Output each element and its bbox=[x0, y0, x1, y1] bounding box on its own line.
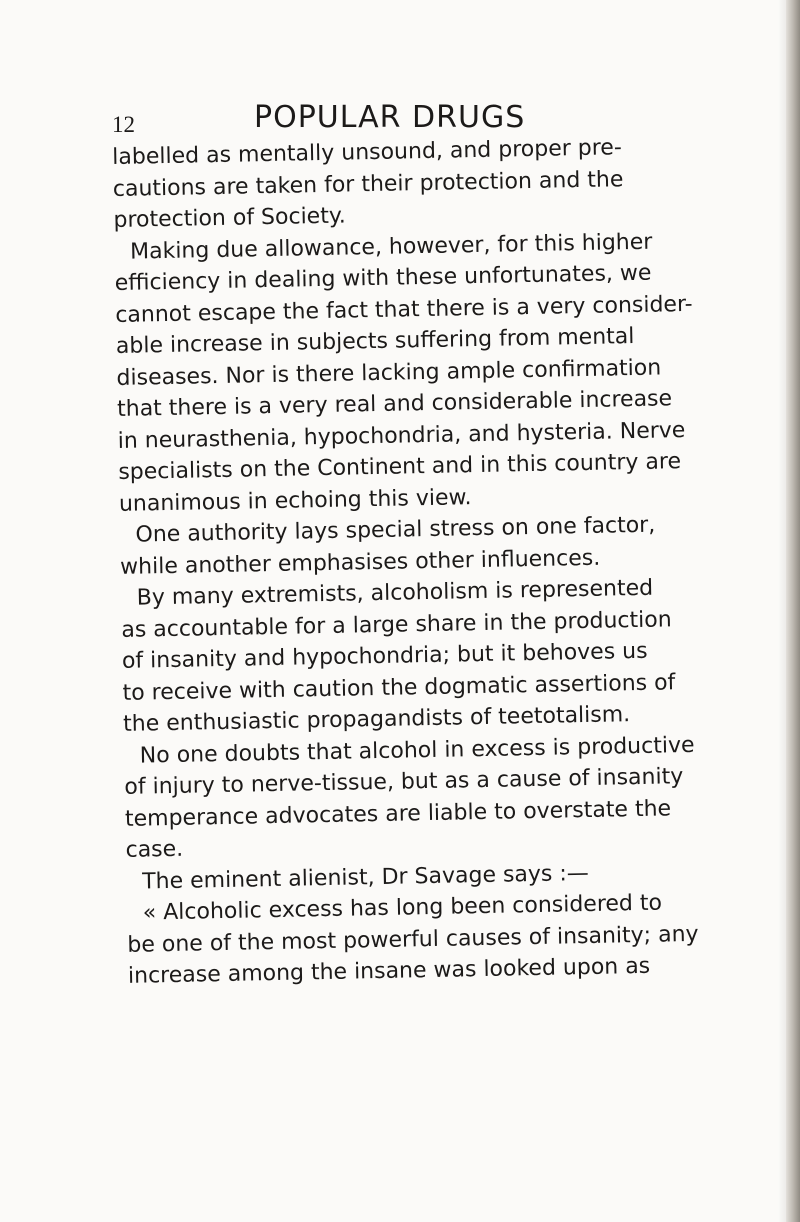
text-line: case. bbox=[125, 836, 184, 863]
text-line: efficiency in dealing with these unfortunates, we bbox=[114, 260, 652, 296]
text-line: specialists on the Continent and in this country are bbox=[118, 449, 682, 485]
text-line: No one doubts that alcohol in excess is productive bbox=[139, 732, 695, 769]
text-line: By many extremists, alcoholism is represented bbox=[136, 575, 654, 611]
page-number: 12 bbox=[112, 112, 135, 137]
text-line: Making due allowance, however, for this higher bbox=[129, 229, 653, 265]
text-line: protection of Society. bbox=[113, 203, 346, 233]
text-line: that there is a very real and considerable increase bbox=[116, 386, 673, 422]
text-line: in neurasthenia, hypochondria, and hysteria. Nerve bbox=[117, 417, 686, 454]
text-line: able increase in subjects suffering from mental bbox=[115, 324, 635, 359]
text-line: cannot escape the fact that there is a very consider- bbox=[115, 291, 693, 328]
text-line: The eminent alienist, Dr Savage says :— bbox=[141, 860, 590, 895]
text-line: of insanity and hypochondria; but it behoves us bbox=[121, 638, 648, 674]
text-line: while another emphasises other influences. bbox=[119, 545, 601, 580]
text-line: temperance advocates are liable to overstate the bbox=[124, 795, 672, 832]
text-line: unanimous in echoing this view. bbox=[118, 484, 472, 517]
text-line: be one of the most powerful causes of insanity; any bbox=[127, 921, 699, 958]
text-line: « Alcoholic excess has long been considered to bbox=[142, 890, 663, 926]
text-line: of injury to nerve-tissue, but as a cause of insanity bbox=[124, 764, 684, 800]
running-head: POPULAR DRUGS bbox=[254, 100, 526, 135]
body-text bbox=[112, 130, 728, 992]
text-line: diseases. Nor is there lacking ample confirmation bbox=[116, 355, 662, 391]
text-line: increase among the insane was looked upon as bbox=[127, 953, 651, 989]
text-line: the enthusiastic propagandists of teetotalism. bbox=[122, 702, 631, 737]
text-line: as accountable for a large share in the production bbox=[121, 606, 672, 643]
page-edge bbox=[786, 0, 800, 1222]
page-gutter-shadow bbox=[778, 0, 786, 1222]
text-line: One authority lays special stress on one factor, bbox=[135, 512, 656, 548]
text-line: to receive with caution the dogmatic assertions of bbox=[122, 669, 676, 706]
text-line: labelled as mentally unsound, and proper pre- bbox=[112, 135, 623, 170]
text-line: cautions are taken for their protection and the bbox=[112, 166, 624, 202]
